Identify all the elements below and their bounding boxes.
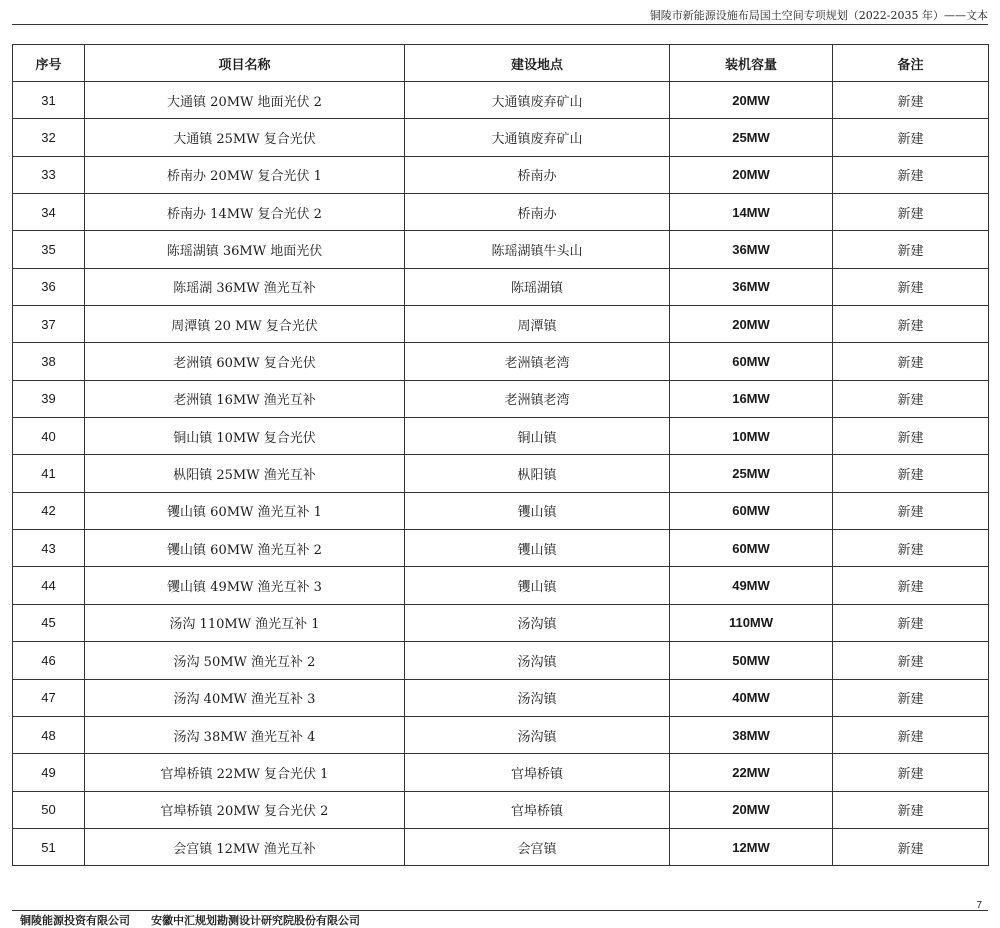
cell-no: 39 [13, 380, 85, 417]
cell-note: 新建 [833, 82, 989, 119]
cell-capacity: 25MW [670, 119, 833, 156]
table-row [13, 828, 989, 865]
cell-note: 新建 [833, 492, 989, 529]
table-row [13, 754, 989, 791]
cell-no: 44 [13, 567, 85, 604]
cell-project-name: 铜山镇 10MW 复合光伏 [85, 418, 405, 455]
table-row [13, 231, 989, 268]
table-row [13, 455, 989, 492]
table-row [13, 716, 989, 753]
cell-project-name: 周潭镇 20 MW 复合光伏 [85, 306, 405, 343]
column-header-capacity: 装机容量 [670, 45, 833, 82]
table-row [13, 306, 989, 343]
cell-site: 周潭镇 [405, 306, 670, 343]
cell-project-name: 桥南办 14MW 复合光伏 2 [85, 194, 405, 231]
cell-note: 新建 [833, 343, 989, 380]
column-header-name: 项目名称 [85, 45, 405, 82]
cell-project-name: 大通镇 20MW 地面光伏 2 [85, 82, 405, 119]
cell-note: 新建 [833, 306, 989, 343]
cell-site: 官埠桥镇 [405, 754, 670, 791]
page-footer [20, 912, 360, 928]
cell-note: 新建 [833, 119, 989, 156]
cell-capacity: 20MW [670, 791, 833, 828]
table-row [13, 380, 989, 417]
cell-project-name: 会宫镇 12MW 渔光互补 [85, 828, 405, 865]
cell-site: 汤沟镇 [405, 716, 670, 753]
cell-note: 新建 [833, 642, 989, 679]
cell-capacity: 20MW [670, 156, 833, 193]
table-row [13, 679, 989, 716]
footer-company-2: 安徽中汇规划勘测设计研究院股份有限公司 [151, 915, 361, 927]
cell-site: 䦆山镇 [405, 492, 670, 529]
cell-no: 34 [13, 194, 85, 231]
table-header-row [13, 45, 989, 82]
footer-company-1: 铜陵能源投资有限公司 [20, 915, 130, 927]
table-row [13, 604, 989, 641]
cell-site: 桥南办 [405, 156, 670, 193]
cell-no: 45 [13, 604, 85, 641]
column-header-note: 备注 [833, 45, 989, 82]
cell-project-name: 枞阳镇 25MW 渔光互补 [85, 455, 405, 492]
cell-project-name: 陈瑶湖镇 36MW 地面光伏 [85, 231, 405, 268]
table-row [13, 268, 989, 305]
cell-site: 枞阳镇 [405, 455, 670, 492]
cell-capacity: 60MW [670, 492, 833, 529]
table-row [13, 343, 989, 380]
cell-project-name: 官埠桥镇 20MW 复合光伏 2 [85, 791, 405, 828]
cell-capacity: 14MW [670, 194, 833, 231]
cell-project-name: 汤沟 38MW 渔光互补 4 [85, 716, 405, 753]
cell-note: 新建 [833, 194, 989, 231]
cell-project-name: 桥南办 20MW 复合光伏 1 [85, 156, 405, 193]
cell-site: 陈瑶湖镇 [405, 268, 670, 305]
cell-project-name: 汤沟 40MW 渔光互补 3 [85, 679, 405, 716]
page-header [12, 0, 988, 25]
cell-no: 35 [13, 231, 85, 268]
cell-capacity: 10MW [670, 418, 833, 455]
cell-no: 37 [13, 306, 85, 343]
cell-note: 新建 [833, 156, 989, 193]
cell-capacity: 49MW [670, 567, 833, 604]
cell-site: 大通镇废弃矿山 [405, 119, 670, 156]
cell-capacity: 50MW [670, 642, 833, 679]
cell-no: 42 [13, 492, 85, 529]
cell-no: 47 [13, 679, 85, 716]
cell-note: 新建 [833, 604, 989, 641]
cell-project-name: 大通镇 25MW 复合光伏 [85, 119, 405, 156]
footer-divider [12, 910, 988, 911]
cell-capacity: 12MW [670, 828, 833, 865]
table-row [13, 119, 989, 156]
cell-site: 会宫镇 [405, 828, 670, 865]
cell-note: 新建 [833, 716, 989, 753]
cell-site: 陈瑶湖镇牛头山 [405, 231, 670, 268]
cell-no: 50 [13, 791, 85, 828]
cell-no: 33 [13, 156, 85, 193]
cell-capacity: 110MW [670, 604, 833, 641]
cell-note: 新建 [833, 754, 989, 791]
cell-capacity: 38MW [670, 716, 833, 753]
cell-site: 汤沟镇 [405, 604, 670, 641]
table-row [13, 194, 989, 231]
cell-no: 40 [13, 418, 85, 455]
cell-no: 41 [13, 455, 85, 492]
cell-capacity: 20MW [670, 82, 833, 119]
cell-site: 老洲镇老湾 [405, 380, 670, 417]
header-title: 铜陵市新能源设施布局国土空间专项规划（2022-2035 年）——文本 [649, 9, 988, 22]
cell-note: 新建 [833, 567, 989, 604]
cell-site: 老洲镇老湾 [405, 343, 670, 380]
cell-note: 新建 [833, 679, 989, 716]
cell-no: 49 [13, 754, 85, 791]
cell-project-name: 䦆山镇 60MW 渔光互补 1 [85, 492, 405, 529]
cell-no: 43 [13, 530, 85, 567]
cell-note: 新建 [833, 828, 989, 865]
table-row [13, 791, 989, 828]
cell-site: 䦆山镇 [405, 530, 670, 567]
table-row [13, 82, 989, 119]
table-body [13, 82, 989, 866]
cell-capacity: 16MW [670, 380, 833, 417]
project-table [12, 44, 989, 866]
cell-site: 桥南办 [405, 194, 670, 231]
cell-site: 汤沟镇 [405, 679, 670, 716]
cell-no: 46 [13, 642, 85, 679]
cell-no: 51 [13, 828, 85, 865]
table-row [13, 642, 989, 679]
cell-note: 新建 [833, 380, 989, 417]
cell-capacity: 36MW [670, 231, 833, 268]
table-row [13, 530, 989, 567]
cell-note: 新建 [833, 418, 989, 455]
cell-no: 32 [13, 119, 85, 156]
table-row [13, 492, 989, 529]
cell-project-name: 官埠桥镇 22MW 复合光伏 1 [85, 754, 405, 791]
cell-site: 汤沟镇 [405, 642, 670, 679]
cell-capacity: 60MW [670, 343, 833, 380]
cell-project-name: 老洲镇 60MW 复合光伏 [85, 343, 405, 380]
cell-note: 新建 [833, 231, 989, 268]
cell-capacity: 60MW [670, 530, 833, 567]
cell-site: 䦆山镇 [405, 567, 670, 604]
cell-no: 36 [13, 268, 85, 305]
cell-note: 新建 [833, 268, 989, 305]
cell-no: 48 [13, 716, 85, 753]
cell-project-name: 䦆山镇 49MW 渔光互补 3 [85, 567, 405, 604]
cell-capacity: 36MW [670, 268, 833, 305]
cell-capacity: 22MW [670, 754, 833, 791]
page-number: 7 [976, 900, 982, 911]
cell-capacity: 20MW [670, 306, 833, 343]
column-header-site: 建设地点 [405, 45, 670, 82]
cell-capacity: 40MW [670, 679, 833, 716]
cell-site: 大通镇废弃矿山 [405, 82, 670, 119]
table-row [13, 567, 989, 604]
cell-site: 官埠桥镇 [405, 791, 670, 828]
table-row [13, 418, 989, 455]
cell-no: 38 [13, 343, 85, 380]
cell-project-name: 䦆山镇 60MW 渔光互补 2 [85, 530, 405, 567]
column-header-no: 序号 [13, 45, 85, 82]
cell-note: 新建 [833, 791, 989, 828]
cell-project-name: 汤沟 110MW 渔光互补 1 [85, 604, 405, 641]
cell-note: 新建 [833, 455, 989, 492]
table-row [13, 156, 989, 193]
cell-project-name: 汤沟 50MW 渔光互补 2 [85, 642, 405, 679]
cell-note: 新建 [833, 530, 989, 567]
cell-site: 铜山镇 [405, 418, 670, 455]
cell-no: 31 [13, 82, 85, 119]
cell-project-name: 陈瑶湖 36MW 渔光互补 [85, 268, 405, 305]
cell-project-name: 老洲镇 16MW 渔光互补 [85, 380, 405, 417]
cell-capacity: 25MW [670, 455, 833, 492]
